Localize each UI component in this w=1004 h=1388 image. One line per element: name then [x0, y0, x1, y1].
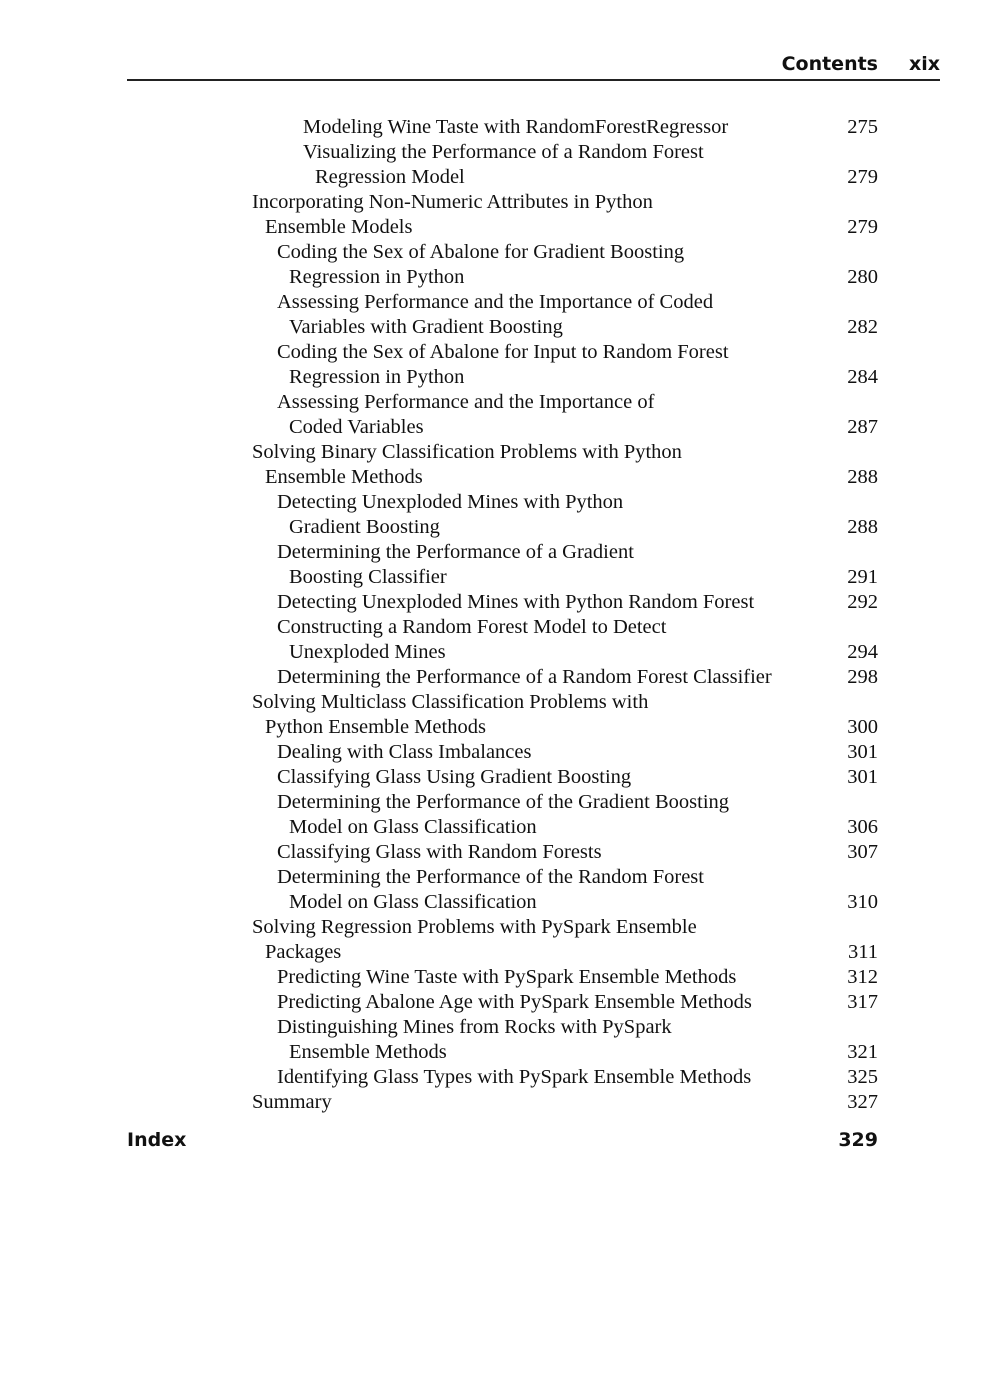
toc-entry-line	[0, 665, 1004, 690]
toc-entry[interactable]	[0, 440, 1004, 490]
toc-entry-title: Packages	[265, 941, 342, 963]
toc-entry-line	[0, 540, 1004, 565]
running-header-section: Contents	[781, 53, 878, 75]
toc-entry-line	[0, 1065, 1004, 1090]
toc-entry[interactable]	[0, 490, 1004, 540]
toc-entry-line	[0, 140, 1004, 165]
toc-entry-line	[0, 365, 1004, 390]
toc-entry-page-number: 275	[847, 116, 878, 138]
toc-entry-line	[0, 115, 1004, 140]
toc-entry-title: Model on Glass Classification	[289, 816, 537, 838]
toc-entry[interactable]	[0, 840, 1004, 865]
toc-entry-line	[0, 565, 1004, 590]
toc-entry-title: Determining the Performance of a Random Forest Classifier	[277, 666, 772, 688]
toc-entry-title: Unexploded Mines	[289, 641, 446, 663]
toc-entry-title: Assessing Performance and the Importance of	[277, 391, 655, 413]
toc-entry-page-number: 325	[847, 1066, 878, 1088]
toc-entry[interactable]	[0, 990, 1004, 1015]
toc-entry-line	[0, 740, 1004, 765]
toc-entry-page-number: 294	[847, 641, 878, 663]
toc-entry-page-number: 327	[847, 1091, 878, 1113]
toc-entry[interactable]	[0, 1015, 1004, 1065]
toc-entry-title: Distinguishing Mines from Rocks with PySpark	[277, 1016, 672, 1038]
toc-entry[interactable]	[0, 865, 1004, 915]
toc-entry-index-page: 329	[838, 1129, 878, 1151]
toc-entry-title: Ensemble Methods	[265, 466, 423, 488]
toc-entry-title: Classifying Glass Using Gradient Boosting	[277, 766, 632, 788]
toc-entry-title: Ensemble Models	[265, 216, 413, 238]
toc-entry-title: Solving Binary Classification Problems with Python	[252, 441, 682, 463]
toc-entry-title: Visualizing the Performance of a Random Forest	[303, 141, 704, 163]
toc-entry-title: Identifying Glass Types with PySpark Ensemble Methods	[277, 1066, 752, 1088]
toc-entry-page-number: 282	[847, 316, 878, 338]
toc-entry-title: Regression in Python	[289, 366, 465, 388]
toc-entry-page-number: 280	[847, 266, 878, 288]
toc-entry-line	[0, 690, 1004, 715]
toc-entry-title: Determining the Performance of the Gradient Boosting	[277, 791, 730, 813]
toc-entry-line	[0, 265, 1004, 290]
toc-entry[interactable]	[0, 915, 1004, 965]
toc-entry-index-label: Index	[127, 1129, 187, 1151]
toc-entry-title: Detecting Unexploded Mines with Python Random Forest	[277, 591, 755, 613]
toc-entry-title: Regression Model	[315, 166, 465, 188]
toc-entry-title: Incorporating Non-Numeric Attributes in Python	[252, 191, 653, 213]
toc-entry[interactable]	[0, 290, 1004, 340]
toc-entry[interactable]	[0, 690, 1004, 740]
toc-entry-title: Model on Glass Classification	[289, 891, 537, 913]
toc-entry-title: Assessing Performance and the Importance of Coded	[277, 291, 714, 313]
toc-entry-page-number: 307	[847, 841, 878, 863]
toc-entry[interactable]	[0, 190, 1004, 240]
toc-entry-line	[0, 390, 1004, 415]
toc-entry-line	[0, 240, 1004, 265]
toc-entry-title: Solving Regression Problems with PySpark Ensemble	[252, 916, 697, 938]
toc-entry[interactable]	[0, 1065, 1004, 1090]
toc-entry[interactable]	[0, 540, 1004, 590]
toc-entry-page-number: 288	[847, 466, 878, 488]
toc-entry-line	[0, 515, 1004, 540]
toc-entry-page-number: 312	[847, 966, 878, 988]
toc-entry-line	[0, 815, 1004, 840]
toc-entry-line	[0, 1040, 1004, 1065]
toc-entry-title: Python Ensemble Methods	[265, 716, 486, 738]
toc-entry-line	[0, 590, 1004, 615]
toc-entry-page-number: 287	[847, 416, 878, 438]
toc-entry-line	[0, 890, 1004, 915]
toc-entry-line	[0, 1090, 1004, 1115]
toc-entry-line	[0, 165, 1004, 190]
toc-entry-line	[0, 415, 1004, 440]
toc-entry-line	[0, 440, 1004, 465]
toc-entry-title: Summary	[252, 1091, 332, 1113]
toc-entry-page-number: 317	[847, 991, 878, 1013]
toc-entry[interactable]	[0, 590, 1004, 615]
toc-entry-page-number: 284	[847, 366, 878, 388]
toc-entry-line	[0, 190, 1004, 215]
toc-entry-page-number: 321	[847, 1041, 878, 1063]
toc-entry-line	[0, 340, 1004, 365]
toc-entry-line	[0, 765, 1004, 790]
toc-entry-page-number: 311	[848, 941, 878, 963]
toc-entry-page-number: 288	[847, 516, 878, 538]
toc-entry-page-number: 306	[847, 816, 878, 838]
toc-entry-line	[0, 1015, 1004, 1040]
toc-entry-page-number: 310	[847, 891, 878, 913]
toc-entry-line	[0, 965, 1004, 990]
toc-entry-page-number: 300	[847, 716, 878, 738]
toc-entry-title: Boosting Classifier	[289, 566, 447, 588]
toc-entry-title: Constructing a Random Forest Model to Detect	[277, 616, 667, 638]
toc-entry-page-number: 291	[847, 566, 878, 588]
toc-entry-line	[0, 290, 1004, 315]
toc-entry[interactable]	[0, 965, 1004, 990]
toc-entry[interactable]	[0, 390, 1004, 440]
toc-entry-page-number: 292	[847, 591, 878, 613]
toc-entry-page-number: 279	[847, 216, 878, 238]
toc-entry-title: Predicting Abalone Age with PySpark Ensemble Methods	[277, 991, 752, 1013]
toc-entry-line	[0, 490, 1004, 515]
toc-entry-title: Predicting Wine Taste with PySpark Ensemble Methods	[277, 966, 737, 988]
toc-entry-line	[0, 465, 1004, 490]
toc-entry-line	[0, 215, 1004, 240]
toc-entry-title: Modeling Wine Taste with RandomForestRegressor	[303, 116, 729, 138]
toc-entry[interactable]	[0, 665, 1004, 690]
toc-entry-line	[0, 990, 1004, 1015]
toc-entry[interactable]	[0, 140, 1004, 190]
toc-entry-line	[0, 840, 1004, 865]
toc-entry-title: Ensemble Methods	[289, 1041, 447, 1063]
toc-entry[interactable]	[0, 340, 1004, 390]
toc-entry-line	[0, 940, 1004, 965]
toc-entry[interactable]	[0, 790, 1004, 840]
toc-entry-title: Classifying Glass with Random Forests	[277, 841, 602, 863]
toc-entry[interactable]	[0, 765, 1004, 790]
toc-entry[interactable]	[0, 115, 1004, 140]
toc-entry-page-number: 298	[847, 666, 878, 688]
toc-entry-title: Coded Variables	[289, 416, 424, 438]
running-header	[127, 52, 940, 81]
toc-entry-page-number: 279	[847, 166, 878, 188]
toc-entry-page-number: 301	[847, 741, 878, 763]
toc-entry[interactable]	[0, 615, 1004, 665]
toc-entry-title: Variables with Gradient Boosting	[289, 316, 563, 338]
table-of-contents	[0, 115, 1004, 1115]
running-header-page-number: xix	[908, 53, 940, 75]
toc-entry-title: Detecting Unexploded Mines with Python	[277, 491, 624, 513]
toc-entry-line	[0, 640, 1004, 665]
toc-entry-title: Determining the Performance of the Random Forest	[277, 866, 704, 888]
toc-entry-page-number: 301	[847, 766, 878, 788]
toc-entry[interactable]	[0, 1090, 1004, 1115]
toc-entry-line	[0, 315, 1004, 340]
toc-entry-title: Dealing with Class Imbalances	[277, 741, 532, 763]
toc-entry-line	[0, 615, 1004, 640]
toc-entry[interactable]	[0, 740, 1004, 765]
toc-entry-title: Regression in Python	[289, 266, 465, 288]
toc-entry-line	[0, 915, 1004, 940]
toc-entry-title: Coding the Sex of Abalone for Gradient Boosting	[277, 241, 685, 263]
toc-entry-title: Coding the Sex of Abalone for Input to Random Forest	[277, 341, 729, 363]
toc-entry-line	[0, 715, 1004, 740]
toc-entry-title: Determining the Performance of a Gradient	[277, 541, 634, 563]
toc-entry-index[interactable]	[127, 1128, 878, 1153]
toc-entry[interactable]	[0, 240, 1004, 290]
toc-entry-title: Solving Multiclass Classification Problems with	[252, 691, 649, 713]
toc-entry-line	[0, 865, 1004, 890]
toc-entry-title: Gradient Boosting	[289, 516, 440, 538]
toc-entry-line	[0, 790, 1004, 815]
